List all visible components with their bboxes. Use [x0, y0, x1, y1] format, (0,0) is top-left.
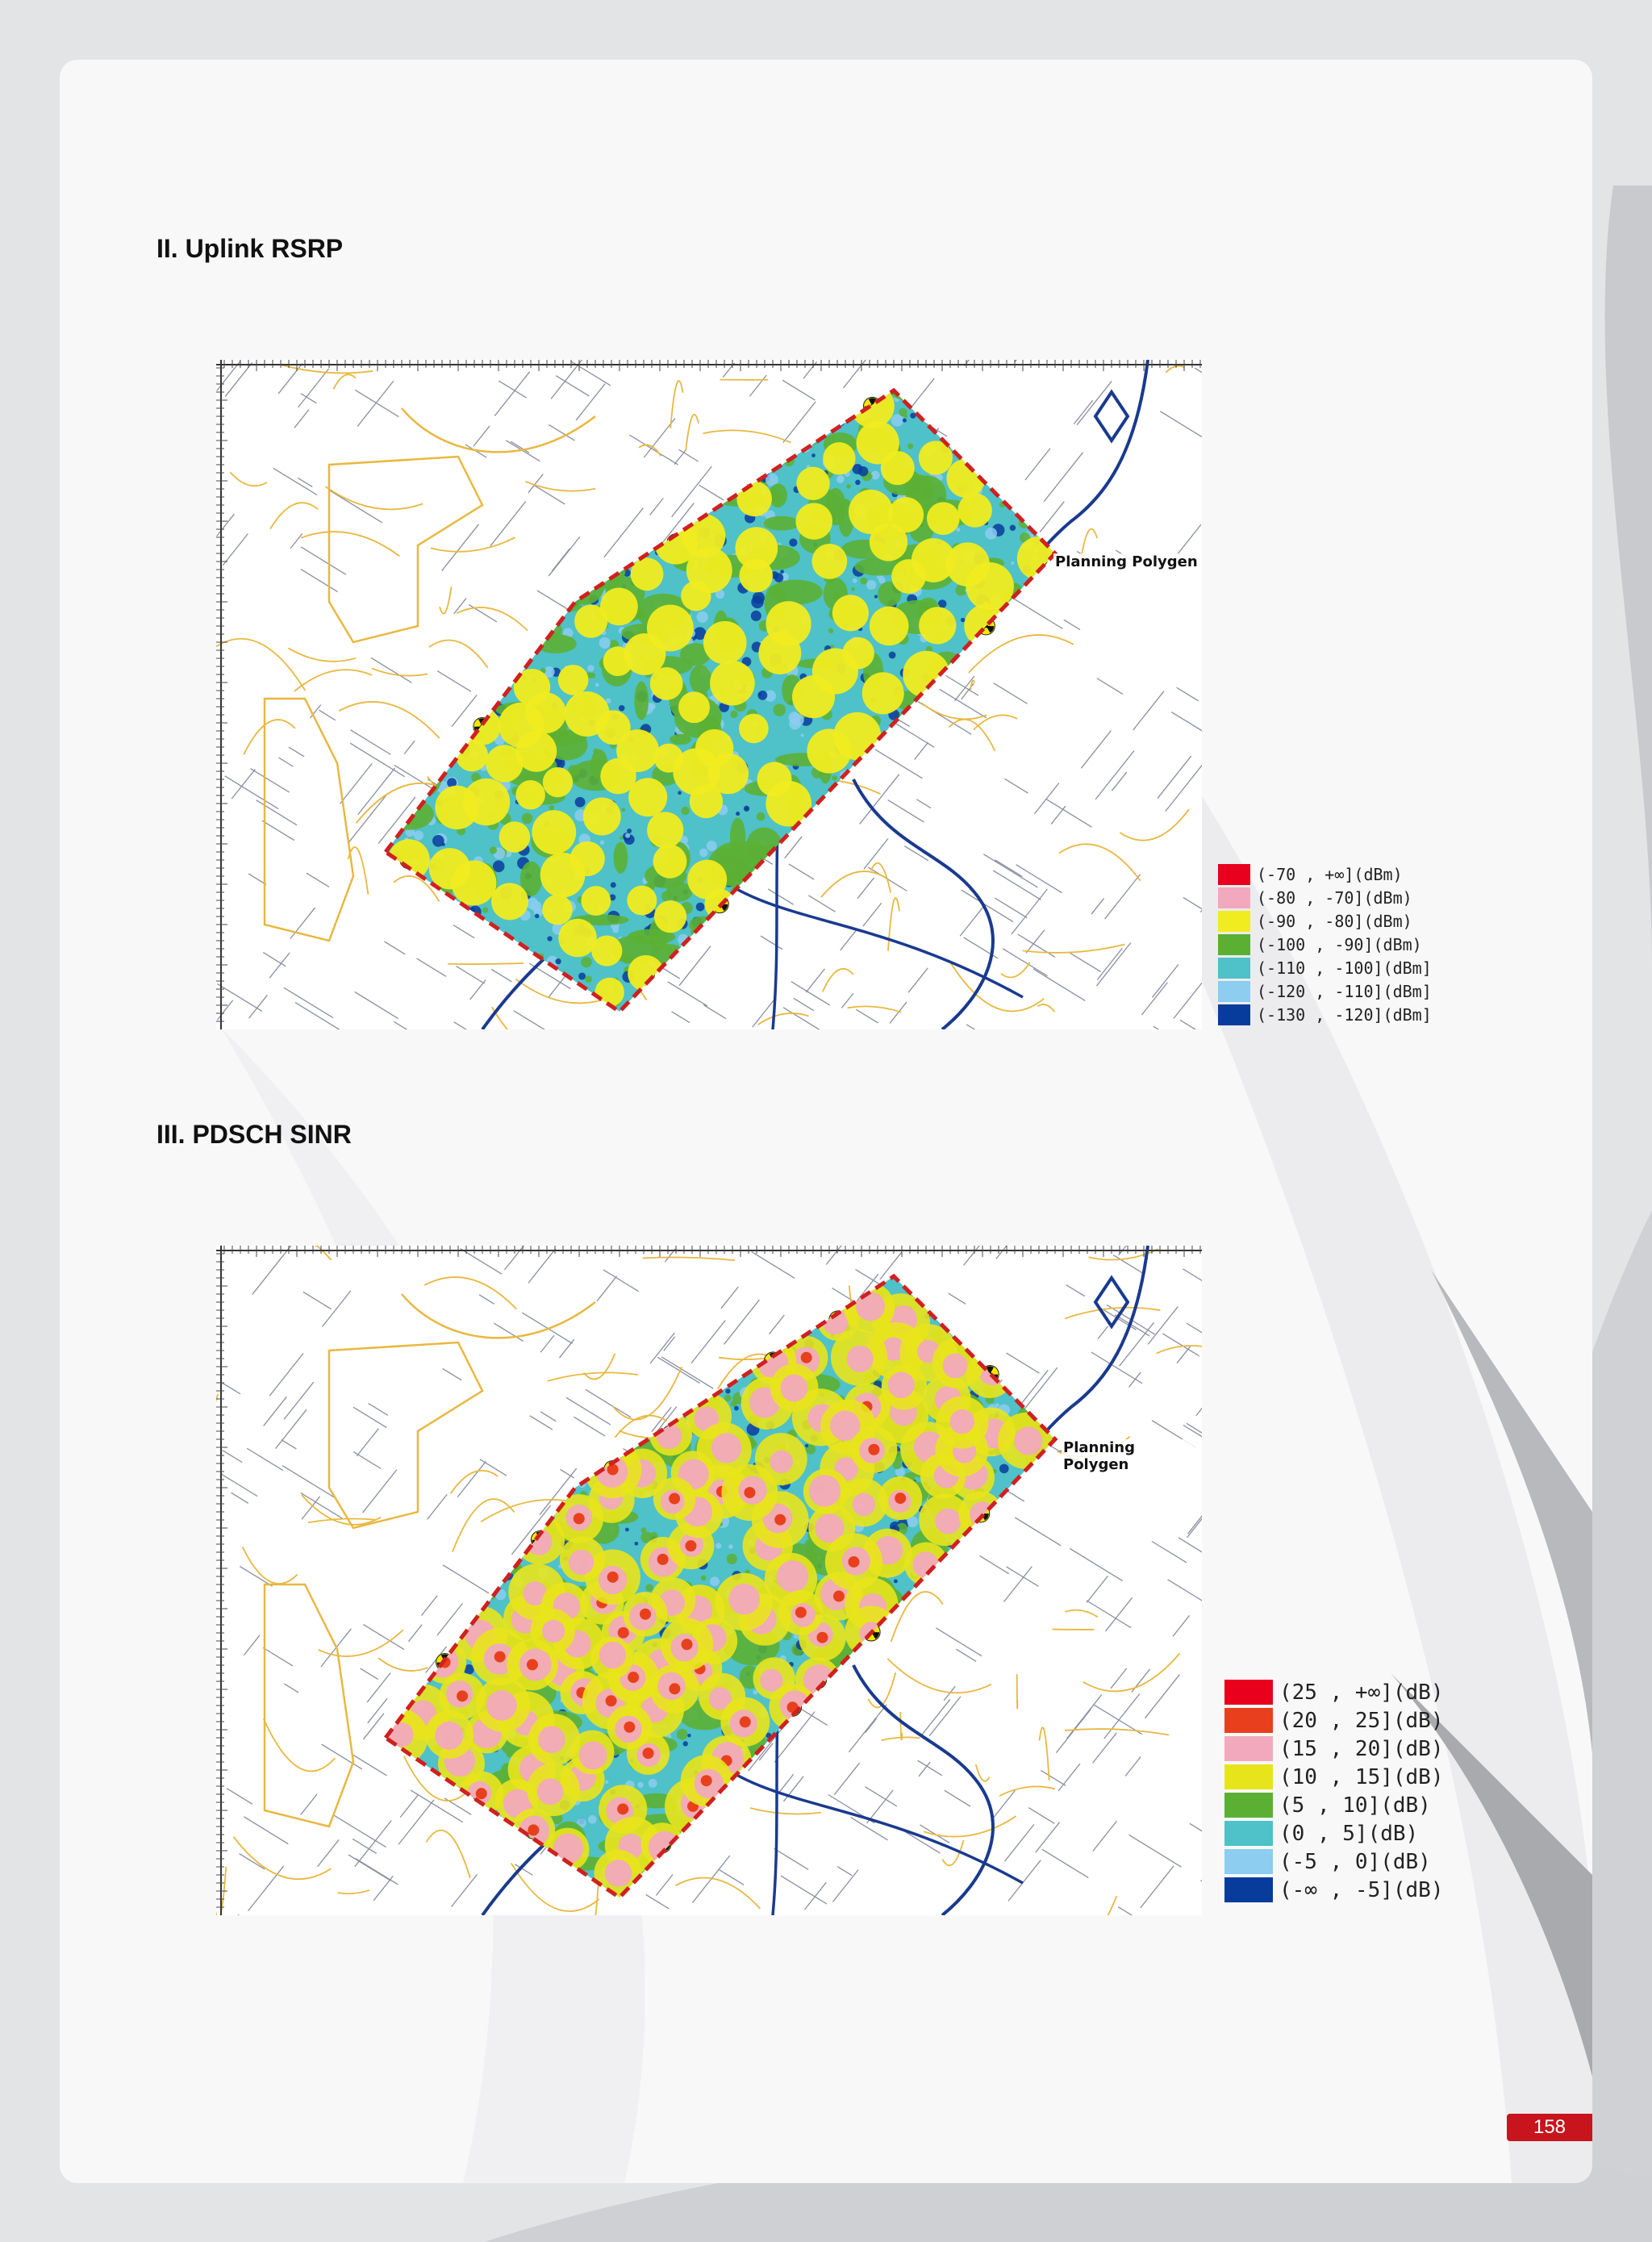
map-pdsch-sinr-canvas: [216, 1246, 1202, 1915]
legend-item: [1224, 1849, 1444, 1874]
legend-pdsch-sinr: [1224, 1680, 1444, 1906]
legend-label: (-100 , -90](dBm): [1257, 935, 1422, 954]
legend-item: [1218, 911, 1432, 932]
legend-swatch: [1218, 934, 1250, 955]
map-uplink-rsrp-canvas: [216, 360, 1202, 1029]
legend-swatch: [1224, 1877, 1273, 1902]
legend-swatch: [1218, 981, 1250, 1002]
page-number-badge: 158: [1507, 2114, 1592, 2141]
legend-item: [1218, 887, 1432, 908]
legend-item: [1218, 981, 1432, 1002]
legend-swatch: [1218, 887, 1250, 908]
legend-swatch: [1224, 1708, 1273, 1733]
legend-item: [1224, 1764, 1444, 1789]
legend-item: [1224, 1821, 1444, 1846]
legend-swatch: [1224, 1793, 1273, 1818]
legend-swatch: [1224, 1821, 1273, 1846]
legend-swatch: [1224, 1849, 1273, 1874]
legend-item: [1218, 958, 1432, 979]
legend-label: (-110 , -100](dBm]: [1257, 958, 1432, 978]
legend-item: [1224, 1708, 1444, 1733]
legend-label: (25 , +∞](dB): [1279, 1680, 1444, 1705]
legend-label: (-∞ , -5](dB): [1279, 1877, 1444, 1902]
legend-label: (10 , 15](dB): [1279, 1764, 1444, 1789]
legend-swatch: [1224, 1736, 1273, 1761]
legend-item: [1218, 1004, 1432, 1025]
map-uplink-rsrp[interactable]: [216, 360, 1202, 1029]
legend-label: (-70 , +∞](dBm): [1257, 865, 1403, 884]
legend-item: [1224, 1736, 1444, 1761]
planning-polygon-label: Planning Polygen: [1062, 1439, 1202, 1473]
map-pdsch-sinr[interactable]: [216, 1246, 1202, 1915]
legend-item: [1218, 934, 1432, 955]
section-title-pdsch-sinr: III. PDSCH SINR: [156, 1120, 352, 1149]
legend-item: [1224, 1793, 1444, 1818]
legend-label: (-80 , -70](dBm): [1257, 888, 1412, 908]
section-title-uplink-rsrp: II. Uplink RSRP: [156, 234, 344, 263]
legend-label: (-130 , -120](dBm]: [1257, 1005, 1432, 1025]
legend-label: (15 , 20](dB): [1279, 1736, 1444, 1761]
legend-item: [1224, 1877, 1444, 1902]
legend-swatch: [1218, 958, 1250, 979]
legend-swatch: [1224, 1680, 1273, 1705]
legend-swatch: [1218, 1004, 1250, 1025]
legend-label: (20 , 25](dB): [1279, 1708, 1444, 1733]
legend-label: (-5 , 0](dB): [1279, 1849, 1431, 1874]
legend-label: (-120 , -110](dBm]: [1257, 982, 1432, 1001]
legend-swatch: [1224, 1764, 1273, 1789]
legend-label: (5 , 10](dB): [1279, 1793, 1431, 1818]
legend-label: (-90 , -80](dBm): [1257, 912, 1412, 931]
legend-swatch: [1218, 864, 1250, 885]
legend-uplink-rsrp: [1218, 864, 1432, 1028]
legend-swatch: [1218, 911, 1250, 932]
legend-item: [1218, 864, 1432, 885]
legend-item: [1224, 1680, 1444, 1705]
legend-label: (0 , 5](dB): [1279, 1821, 1419, 1846]
planning-polygon-label: Planning Polygen: [1055, 553, 1198, 570]
